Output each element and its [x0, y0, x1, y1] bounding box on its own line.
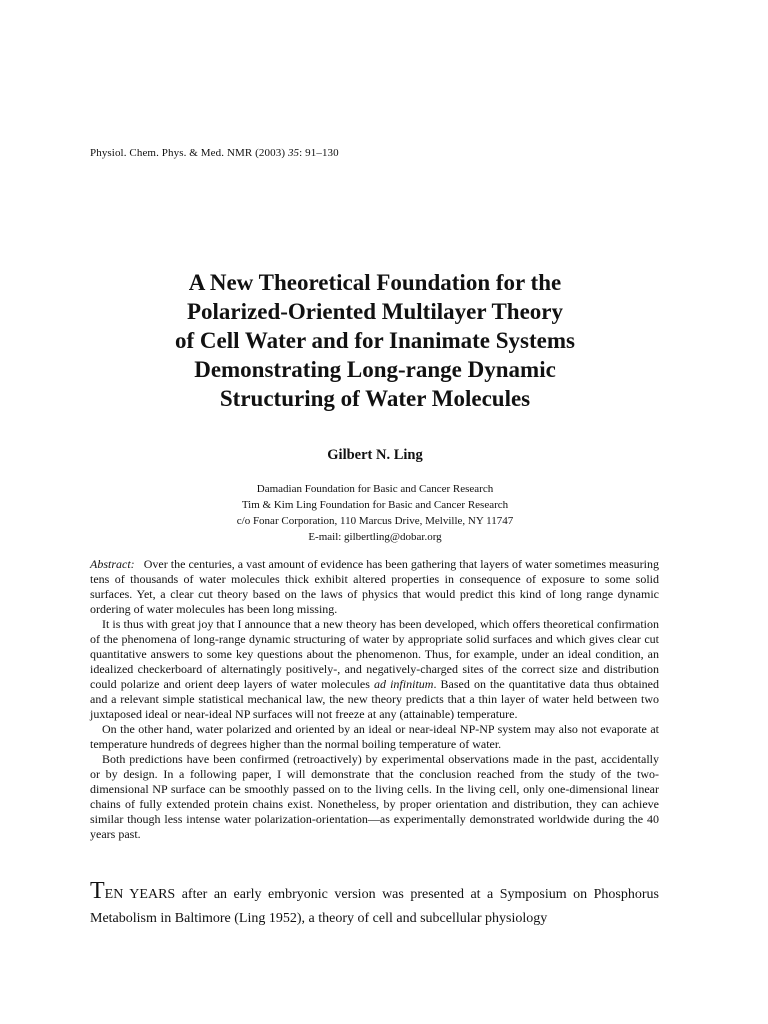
citation-prefix: Physiol. Chem. Phys. & Med. NMR (2003): [90, 147, 288, 159]
abstract-text: It is thus with great joy that I announce that a new theory has been developed, which offers theoretical confirmation of the phenomena of long-range dynamic structuring of water by appropriate solid surfaces and which gives clear cut quantitative answers to some key questions about the phenomenon. Thus, for example, under an ideal condition, an idealized checkerboard of alternatingly positively-, and negatively-charged sites of the correct size and distribution could polarize and orient deep layers of water molecules: [90, 617, 659, 691]
title-line: Demonstrating Long-range Dynamic: [194, 357, 556, 382]
abstract: [90, 557, 659, 842]
abstract-paragraph: On the other hand, water polarized and oriented by an ideal or near-ideal NP-NP system may also not evaporate at temperature hundreds of degrees higher than the normal boiling temperature of water.: [90, 722, 659, 751]
title-line: A New Theoretical Foundation for the: [188, 270, 562, 295]
abstract-text: Over the centuries, a vast amount of evidence has been gathering that layers of water sometimes measuring tens of thousands of water molecules thick exhibit altered properties in consequence of exposure to some solid surfaces. Yet, a clear cut theory based on the laws of physics that would predict this kind of long range dynamic ordering of water molecules has been long missing.: [90, 557, 660, 616]
article-title: [100, 268, 650, 413]
abstract-text: . Based on the quantitative data thus obtained and a relevant simple statistical mechanical law, the new theory predicts that a thin layer of water held between two juxtaposed ideal or near-ideal NP surfaces will not freeze at any (attainable) temperature.: [90, 677, 660, 721]
body-paragraph: [90, 878, 659, 931]
abstract-label: Abstract:: [90, 557, 135, 571]
body-text: [90, 878, 659, 931]
lead-in: EN YEARS: [104, 887, 176, 902]
drop-cap: T: [90, 878, 105, 904]
abstract-paragraph: Both predictions have been confirmed (retroactively) by experimental observations made in the past, accidentally or by design. In a following paper, I will demonstrate that the conclusion reached from the study of the two-dimensional NP surface can be smoothly passed on to the living cells. In the living cell, only one-dimensional linear chains of fully extended protein chains exist. Nonetheless, by proper orientation and distribution, they can achieve similar though less intense water polarization-orientation—as experimentally demonstrated worldwide during the 40 years past.: [90, 752, 659, 841]
affiliations: [100, 481, 650, 545]
journal-citation: [90, 147, 339, 159]
abstract-paragraph: [90, 557, 659, 617]
affiliation-line: Damadian Foundation for Basic and Cancer Research: [256, 483, 494, 495]
affiliation-line: Tim & Kim Ling Foundation for Basic and Cancer Research: [241, 499, 509, 511]
email-line: E-mail: gilbertling@dobar.org: [308, 531, 442, 543]
affiliation-line: c/o Fonar Corporation, 110 Marcus Drive, Melville, NY 11747: [236, 515, 514, 527]
citation-pages: : 91–130: [299, 147, 339, 159]
title-line: of Cell Water and for Inanimate Systems: [175, 328, 575, 353]
abstract-paragraph: [90, 617, 659, 722]
citation-volume: 35: [287, 147, 300, 159]
abstract-emphasis: ad infinitum: [374, 677, 434, 691]
author-name: Gilbert N. Ling: [327, 447, 423, 463]
title-line: Polarized-Oriented Multilayer Theory: [186, 299, 564, 324]
body-text-run: after an early embryonic version was presented at a Symposium on Phosphorus Metabolism in Baltimore (Ling 1952), a theory of cell and subcellular physiology: [90, 887, 659, 926]
title-line: Structuring of Water Molecules: [219, 386, 531, 411]
